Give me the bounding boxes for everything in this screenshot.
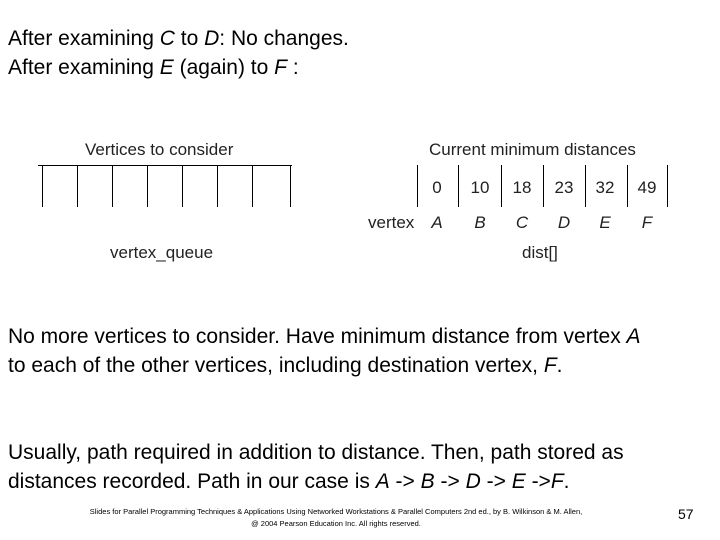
- heading-line-2: [8, 53, 299, 82]
- queue-divider: [42, 165, 43, 207]
- path-arrow: ->: [480, 470, 512, 493]
- queue-title: Vertices to consider: [85, 140, 234, 159]
- heading-line-1: [8, 24, 349, 53]
- queue-divider: [217, 165, 218, 207]
- footer-credit: [20, 506, 652, 530]
- paragraph-text: Usually, path required in addition to distance. Then, path stored as distances recorded. Path in our case is: [8, 441, 624, 493]
- dist-value: 0: [432, 178, 442, 197]
- vertex-name: C: [159, 27, 175, 50]
- paragraph-text: to each of the other vertices, including destination vertex,: [8, 354, 544, 377]
- vertex-name: A: [626, 325, 641, 348]
- queue-divider: [77, 165, 78, 207]
- paragraph-text: .: [556, 354, 563, 377]
- path-arrow: ->: [525, 470, 551, 493]
- queue-divider: [290, 165, 291, 207]
- paragraph-path: [8, 438, 698, 496]
- vertex-name: F: [274, 56, 287, 79]
- dist-value: 49: [637, 178, 657, 197]
- heading-text: After examining: [8, 56, 160, 79]
- paragraph-text: .: [563, 470, 570, 493]
- queue-label: vertex_queue: [110, 243, 214, 262]
- vertex-name: F: [641, 213, 653, 232]
- vertex-name: F: [550, 470, 564, 493]
- dist-array-label: dist[]: [522, 243, 558, 262]
- dist-value: 10: [470, 178, 490, 197]
- queue-divider: [182, 165, 183, 207]
- dist-divider: [458, 165, 459, 207]
- vertex-name: E: [511, 470, 526, 493]
- dist-value: 23: [554, 178, 574, 197]
- vertex-name: D: [557, 213, 571, 232]
- vertex-name: B: [474, 213, 486, 232]
- heading-text: After examining: [8, 27, 160, 50]
- queue-divider: [112, 165, 113, 207]
- paragraph-text: No more vertices to consider. Have minimum distance from vertex: [8, 325, 627, 348]
- vertex-name: B: [420, 470, 435, 493]
- vertex-name: E: [159, 56, 174, 79]
- heading-text: (again) to: [173, 56, 275, 79]
- footer-line-2: @ 2004 Pearson Education Inc. All rights reserved.: [251, 519, 421, 528]
- distances-title: Current minimum distances: [429, 140, 636, 159]
- dist-divider: [667, 165, 668, 207]
- vertex-row-label: vertex: [368, 213, 415, 232]
- heading-text: :: [286, 56, 299, 79]
- vertex-name: A: [431, 213, 443, 232]
- vertex-name: C: [515, 213, 529, 232]
- vertex-name: D: [204, 27, 220, 50]
- heading-text: : No changes.: [219, 27, 349, 50]
- vertex-name: E: [599, 213, 611, 232]
- path-arrow: ->: [434, 470, 466, 493]
- footer-line-1: Slides for Parallel Programming Techniques & Applications Using Networked Workstations & Parallel Computers 2nd ed., by B. Wilkinson & M. Allen,: [89, 507, 583, 516]
- dist-value: 18: [512, 178, 532, 197]
- dist-value: 32: [595, 178, 615, 197]
- page-number: 57: [678, 506, 694, 522]
- queue-divider: [252, 165, 253, 207]
- paragraph-conclusion: [8, 322, 648, 380]
- vertex-name: D: [465, 470, 481, 493]
- queue-divider: [147, 165, 148, 207]
- heading-text: to: [174, 27, 205, 50]
- vertex-name: A: [375, 470, 390, 493]
- path-arrow: ->: [389, 470, 421, 493]
- vertex-name: F: [543, 354, 557, 377]
